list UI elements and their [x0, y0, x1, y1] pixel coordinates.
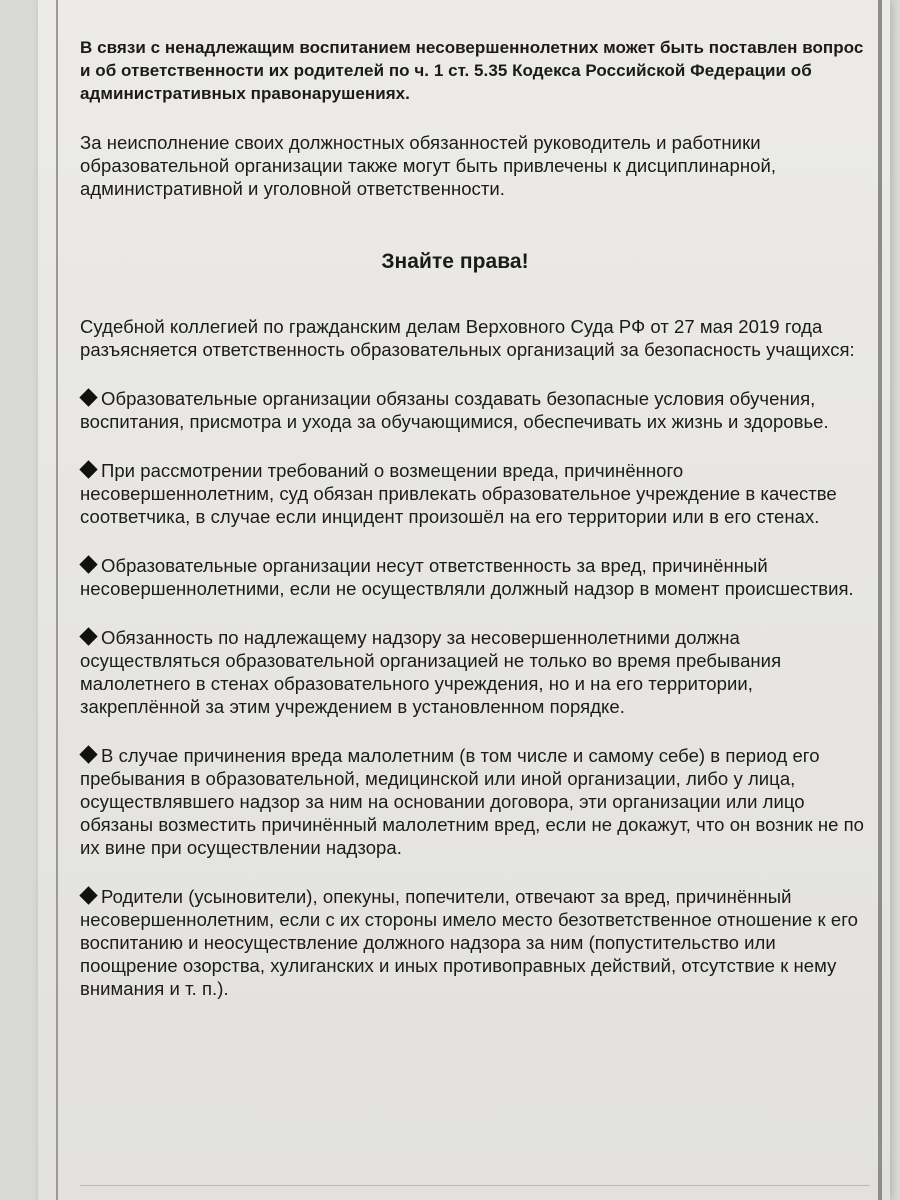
bullet-text: Обязанность по надлежащему надзору за несовершеннолетними должна осуществляться образовательной организацией не только во время пребывания малолетнего в стенах образовательного учреждения, но и на его территории, закреплённой за этим учреждением в установленном порядке.: [80, 627, 782, 717]
bullet-item-3: [80, 554, 870, 600]
bullet-text: При рассмотрении требований о возмещении вреда, причинённого несовершеннолетним, суд обязан привлекать образовательное учреждение в качестве соответчика, в случае если инцидент произошёл на его территории или в его стенах.: [80, 460, 837, 527]
black-diamond-icon: [79, 745, 97, 763]
intro-paragraph-2: За неисполнение своих должностных обязанностей руководитель и работники образовательной организации также могут быть привлечены к дисциплинарной, административной и уголовной ответственности.: [80, 132, 777, 199]
page-bottom-rule: [80, 1185, 870, 1198]
intro-paragraph-1: В связи с ненадлежащим воспитанием несовершеннолетних может быть поставлен вопрос и об ответственности их родителей по ч. 1 ст. 5.35 Кодекса Российской Федерации об административных правонарушениях.: [80, 38, 864, 103]
lead-paragraph: Судебной коллегией по гражданским делам Верховного Суда РФ от 27 мая 2019 года разъясняется ответственность образовательных организаций за безопасность учащихся:: [80, 316, 855, 360]
bullet-item-5: [80, 744, 870, 859]
page-right-edge: [878, 0, 882, 1200]
document-content: [80, 36, 870, 1026]
bullet-item-2: [80, 459, 870, 528]
black-diamond-icon: [79, 388, 97, 406]
black-diamond-icon: [79, 627, 97, 645]
bullet-text: Образовательные организации обязаны создавать безопасные условия обучения, воспитания, присмотра и ухода за обучающимися, обеспечивать их жизнь и здоровье.: [80, 388, 829, 432]
section-heading: Знайте права!: [381, 250, 529, 273]
bullet-item-4: [80, 626, 870, 718]
black-diamond-icon: [79, 460, 97, 478]
black-diamond-icon: [79, 886, 97, 904]
page-fold-line: [56, 0, 58, 1200]
bullet-item-6: [80, 885, 870, 1000]
bullet-text: Образовательные организации несут ответственность за вред, причинённый несовершеннолетними, если не осуществляли должный надзор в момент происшествия.: [80, 555, 854, 599]
bullet-text: В случае причинения вреда малолетним (в том числе и самому себе) в период его пребывания в образовательной, медицинской или иной организации, либо у лица, осуществлявшего надзор за ним на основании договора, эти организации или лицо обязаны возместить причинённый малолетним вред, если не докажут, что он возник не по их вине при осуществлении надзора.: [80, 745, 865, 858]
bullet-text: Родители (усыновители), опекуны, попечители, отвечают за вред, причинённый несовершеннолетним, если с их стороны имело место безответственное отношение к его воспитанию и неосуществление должного надзора за ним (попустительство или поощрение озорства, хулиганских и иных противоправных действий, отсутствие к нему внимания и т. п.).: [80, 886, 858, 999]
bullet-item-1: [80, 387, 870, 433]
black-diamond-icon: [79, 555, 97, 573]
